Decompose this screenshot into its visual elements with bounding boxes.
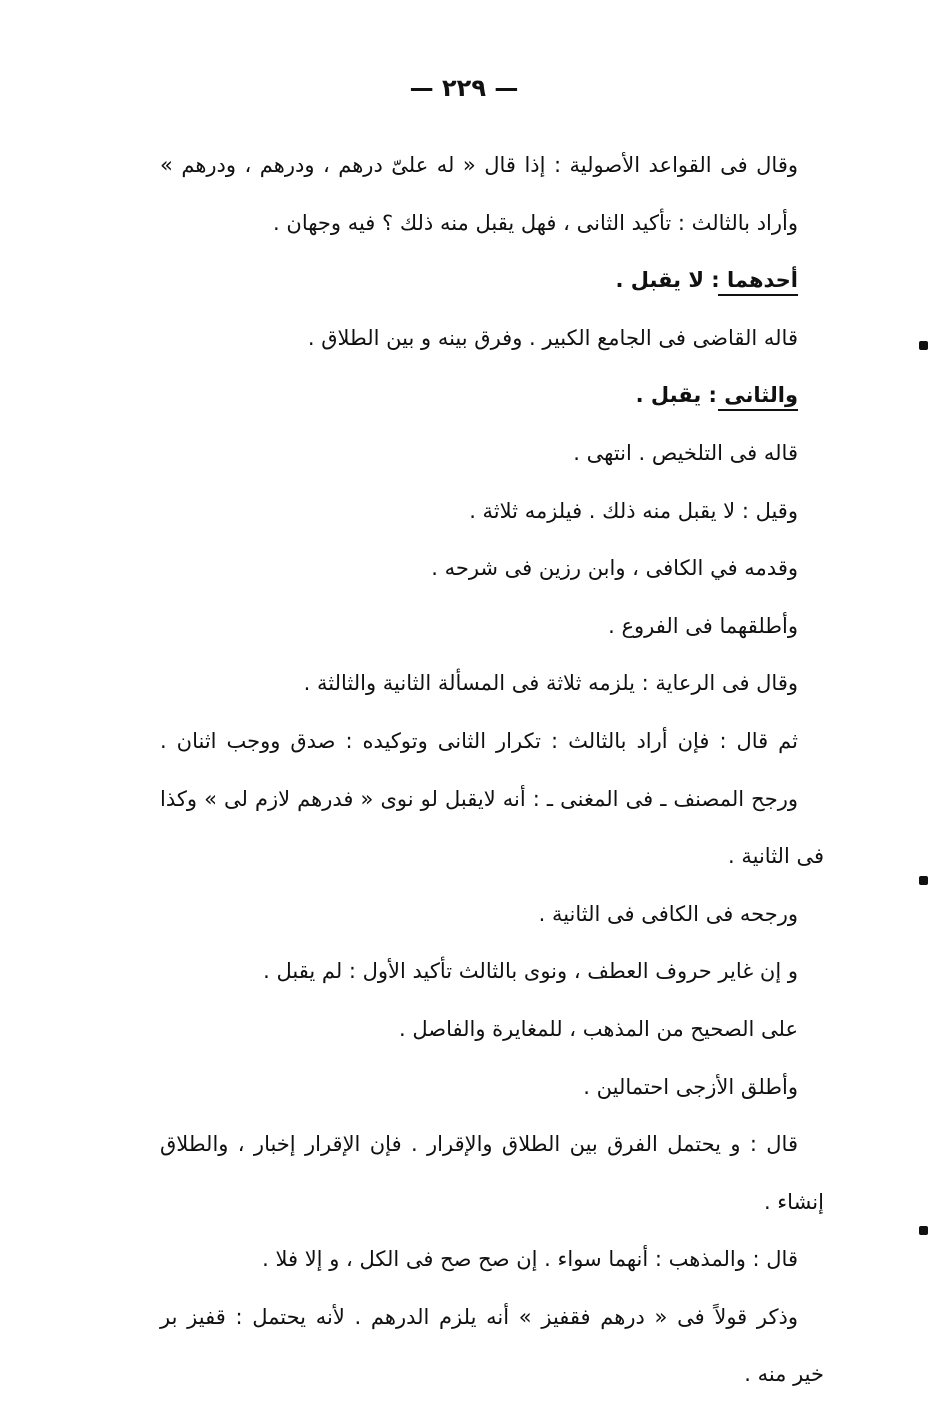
text-line: قال : والمذهب : أنهما سواء . إن صح صح فى الكل ، و إلا فلا .	[262, 1247, 798, 1272]
text-line: إنشاء .	[763, 1189, 824, 1214]
text-line: ورجح المصنف ـ فى المغنى ـ : أنه لايقبل لو نوى « فدرهم لازم لى » وكذا	[160, 786, 798, 811]
text-line: وذكر قولاً فى « درهم فقفيز » أنه يلزم الدرهم . لأنه يحتمل : قفيز بر	[160, 1304, 798, 1329]
section-heading: أحدهما : لا يقبل .	[615, 268, 798, 293]
margin-mark	[919, 341, 928, 350]
text-line: قاله فى التلخيص . انتهى .	[573, 440, 798, 465]
margin-mark	[919, 876, 928, 885]
text-line: وقال فى القواعد الأصولية : إذا قال « له علىّ درهم ، ودرهم ، ودرهم »	[160, 153, 798, 177]
body-text	[160, 137, 824, 1404]
text-line: على الصحيح من المذهب ، للمغايرة والفاصل .	[399, 1016, 798, 1041]
text-line: ثم قال : فإن أراد بالثالث : تكرار الثانى وتوكيده : صدق ووجب اثنان .	[160, 728, 798, 753]
text-line: ورجحه فى الكافى فى الثانية .	[538, 901, 798, 926]
text-line: قال : و يحتمل الفرق بين الطلاق والإقرار . فإن الإقرار إخبار ، والطلاق	[160, 1132, 798, 1157]
text-line: وقال فى الرعاية : يلزمه ثلاثة فى المسألة الثانية والثالثة .	[303, 671, 798, 696]
heading-underline	[718, 294, 798, 296]
text-line: وأطلق الأزجى احتمالين .	[583, 1074, 798, 1099]
heading-underline	[718, 409, 798, 411]
text-line: خير منه .	[744, 1362, 824, 1387]
text-line: وقدمه في الكافى ، وابن رزين فى شرحه .	[431, 556, 798, 581]
text-line: وأطلقهما فى الفروع .	[608, 613, 798, 638]
text-line: وقيل : لا يقبل منه ذلك . فيلزمه ثلاثة .	[469, 498, 798, 523]
text-line: و إن غاير حروف العطف ، ونوى بالثالث تأكيد الأول : لم يقبل .	[263, 959, 798, 984]
page-number: — ٢٢٩ —	[409, 74, 519, 102]
text-line: فى الثانية .	[728, 844, 824, 869]
text-line: قاله القاضى فى الجامع الكبير . وفرق بينه و بين الطلاق .	[307, 325, 798, 350]
margin-mark	[919, 1226, 928, 1235]
text-line: وأراد بالثالث : تأكيد الثانى ، فهل يقبل منه ذلك ؟ فيه وجهان .	[273, 210, 798, 235]
section-heading: والثانى : يقبل .	[635, 383, 798, 408]
